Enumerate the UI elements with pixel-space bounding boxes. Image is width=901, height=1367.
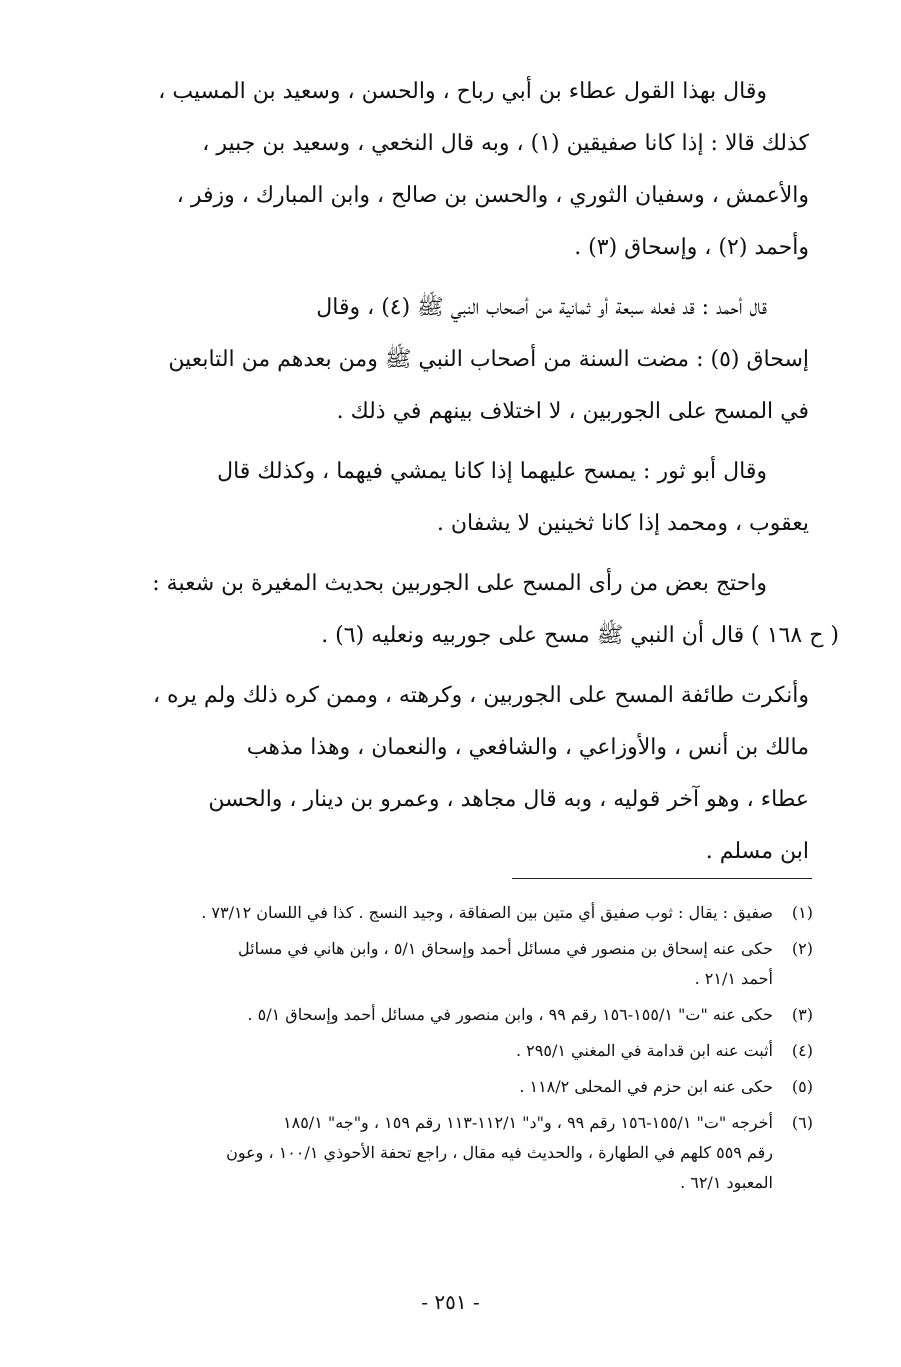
footnote-line: أحمد ٢١/١ . (694, 969, 773, 988)
text-line: وأحمد (٢) ، وإسحاق (٣) . (574, 235, 809, 260)
text-line: وأنكرت طائفة المسح على الجوربين ، وكرهته ، وممن كره ذلك ولم يره ، (152, 683, 809, 708)
text-line: وقال بهذا القول عطاء بن أبي رباح ، والحسن ، وسعيد بن المسيب ، (158, 79, 767, 104)
footnote-body (100, 1036, 773, 1066)
footnote-number: (٢) (791, 939, 813, 958)
page-number: - ٢٥١ - (421, 1290, 480, 1314)
footnote (100, 1000, 813, 1030)
footnote-body (100, 934, 773, 994)
footnote-line: أخرجه "ت" ١٥٥/١-١٥٦ رقم ٩٩ ، و"د" ١١٢/١-١١٣ رقم ١٥٩ ، و"جه" ١٨٥/١ (283, 1113, 773, 1132)
text-line: يعقوب ، ومحمد إذا كانا ثخينين لا يشفان . (436, 511, 809, 536)
footnote-number: (٦) (791, 1113, 813, 1132)
paragraph-gap (100, 550, 809, 558)
footnote (100, 898, 813, 928)
footnote-line: صفيق : يقال : ثوب صفيق أي متين بين الصفاقة ، وجيد النسج . كذا في اللسان ٧٣/١٢ . (201, 903, 773, 922)
footnote-line: حكى عنه "ت" ١٥٥/١-١٥٦ رقم ٩٩ ، وابن منصور في مسائل أحمد وإسحاق ٥/١ . (247, 1005, 773, 1024)
footnote (100, 934, 813, 994)
text-line: قال أحمد : قد فعله سبعة أو ثمانية من أصحاب النبي ﷺ (٤) ، وقال (316, 295, 767, 320)
paragraph-gap (100, 662, 809, 670)
hadith-line: ( ح ١٦٨ ) قال أن النبي ﷺ مسح على جوربيه ونعليه (٦) . (321, 623, 839, 648)
footnote-body (100, 898, 773, 928)
footnote-number: (٣) (791, 1005, 813, 1024)
paragraph-gap (100, 438, 809, 446)
text-line: مالك بن أنس ، والأوزاعي ، والشافعي ، والنعمان ، وهذا مذهب (246, 735, 809, 760)
footnote-body (100, 1000, 773, 1030)
text-line: وقال أبو ثور : يمسح عليهما إذا كانا يمشي فيهما ، وكذلك قال (217, 459, 767, 484)
footnote-line: رقم ٥٥٩ كلهم في الطهارة ، والحديث فيه مقال ، راجع تحفة الأحوذي ١٠٠/١ ، وعون (226, 1143, 773, 1162)
text-line: والأعمش ، وسفيان الثوري ، والحسن بن صالح ، وابن المبارك ، وزفر ، (176, 183, 809, 208)
text-line: عطاء ، وهو آخر قوليه ، وبه قال مجاهد ، وعمرو بن دينار ، والحسن (208, 787, 809, 812)
text-line: في المسح على الجوربين ، لا اختلاف بينهم في ذلك . (336, 399, 809, 424)
footnote-line: أثبت عنه ابن قدامة في المغني ٢٩٥/١ . (516, 1041, 773, 1060)
paragraph-gap (100, 274, 809, 282)
footnotes (100, 898, 813, 1204)
text-line: واحتج بعض من رأى المسح على الجوربين بحديث المغيرة بن شعبة : (152, 571, 767, 596)
footnote-number: (٥) (791, 1077, 813, 1096)
text-line: إسحاق (٥) : مضت السنة من أصحاب النبي ﷺ ومن بعدهم من التابعين (168, 347, 809, 372)
footnote-line: المعبود ٦٢/١ . (680, 1173, 773, 1192)
text-line: كذلك قالا : إذا كانا صفيقين (١) ، وبه قال النخعي ، وسعيد بن جبير ، (202, 131, 809, 156)
footnote-divider (512, 878, 812, 879)
text-line: ابن مسلم . (705, 839, 809, 864)
main-text (100, 66, 839, 878)
footnote-line: حكى عنه إسحاق بن منصور في مسائل أحمد وإسحاق ٥/١ ، وابن هاني في مسائل (238, 939, 773, 958)
footnote-line: حكى عنه ابن حزم في المحلى ١١٨/٢ . (519, 1077, 773, 1096)
footnote-number: (٤) (791, 1041, 813, 1060)
footnote (100, 1072, 813, 1102)
footnote-body (100, 1072, 773, 1102)
footnote (100, 1108, 813, 1198)
footnote (100, 1036, 813, 1066)
footnote-number: (١) (791, 903, 813, 922)
footnote-body (100, 1108, 773, 1198)
